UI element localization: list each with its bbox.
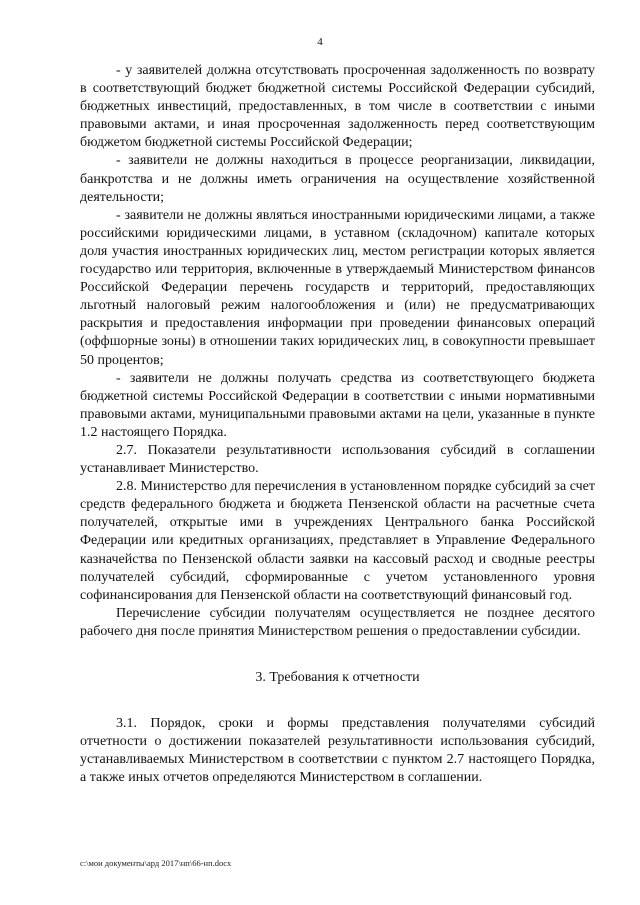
paragraph-foreign-entities-requirement: - заявители не должны являться иностранными юридическими лицами, а также российскими юридическими лицами, в уставном (складочном) капитале которых доля участия иностранных юридических лиц, местом регистрации которых является государство или территория, включенные в утверждаемый Министерством финансов Российской Федерации перечень государств и территорий, предоставляющих льготный налоговый режим налогообложения и (или) не предусматривающих раскрытия и предоставления информации при проведении финансовых операций (оффшорные зоны) в отношении таких юридических лиц, в совокупности превышает 50 процентов; xyxy=(80,207,595,368)
paragraph-arrears-requirement: - у заявителей должна отсутствовать просроченная задолженность по возврату в соответствующий бюджет бюджетной системы Российской Федерации субсидий, бюджетных инвестиций, предоставленных, в том числе в соответствии с иными правовыми актами, и иная просроченная задолженность перед соответствующим бюджетом бюджетной системы Российской Федерации; xyxy=(80,63,595,151)
paragraph-2-8: 2.8. Министерство для перечисления в установленном порядке субсидий за счет средств федерального бюджета и бюджета Пензенской области на расчетные счета получателей, открытые ими в учреждениях Центрального банка Российской Федерации или кредитных организациях, представляет в Управление Федерального казначейства по Пензенской области заявки на кассовый расход и сводные реестры получателей субсидий, сформированные с учетом установленного уровня софинансирования для Пензенской области на соответствующий финансовый год. xyxy=(80,479,595,603)
paragraph-reorganization-requirement: - заявители не должны находиться в процессе реорганизации, ликвидации, банкротства и не должны иметь ограничения на осуществление хозяйственной деятельности; xyxy=(80,153,595,205)
page-number: 4 xyxy=(317,36,323,48)
paragraph-transfer-deadline: Перечисление субсидии получателям осуществляется не позднее десятого рабочего дня после принятия Министерством решения о предоставлении субсидии. xyxy=(80,605,595,639)
footer-file-path: c:\мои документы\ард 2017\нп\66-нп.docx xyxy=(80,858,232,868)
section-heading: 3. Требования к отчетности xyxy=(255,670,420,685)
document-body xyxy=(80,62,595,787)
paragraph-other-funds-requirement: - заявители не должны получать средства из соответствующего бюджета бюджетной системы Российской Федерации в соответствии с иными нормативными правовыми актами, муниципальными правовыми актами на цели, указанные в пункте 1.2 настоящего Порядка. xyxy=(80,370,595,440)
paragraph-3-1: 3.1. Порядок, сроки и формы представления получателями субсидий отчетности о достижении показателей результативности использования субсидий, устанавливаемых Министерством в соответствии с пунктом 2.7 настоящего Порядка, а также иных отчетов определяются Министерством в соглашении. xyxy=(80,716,595,786)
paragraph-2-7: 2.7. Показатели результативности использования субсидий в соглашении устанавливает Министерство. xyxy=(80,442,595,477)
